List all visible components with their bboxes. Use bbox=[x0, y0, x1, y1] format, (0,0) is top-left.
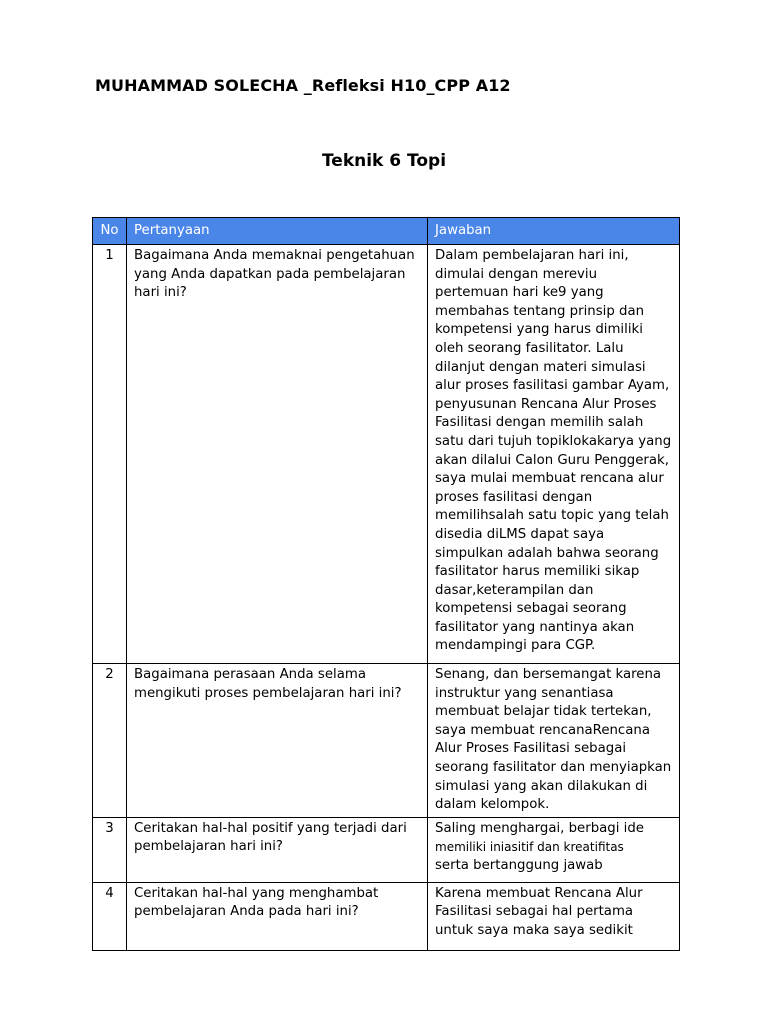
question-cell: Bagaimana Anda memaknai pengetahuan yang Anda dapatkan pada pembelajaran hari ini? bbox=[127, 245, 428, 664]
table-row bbox=[93, 245, 680, 664]
answer-line: memiliki iniasitif dan kreatifitas bbox=[435, 840, 624, 855]
column-header-no: No bbox=[93, 218, 127, 245]
table-header-row bbox=[93, 218, 680, 245]
column-header-answer: Jawaban bbox=[428, 218, 680, 245]
document-header: MUHAMMAD SOLECHA _Refleksi H10_CPP A12 bbox=[95, 76, 511, 95]
row-number: 2 bbox=[93, 664, 127, 818]
question-cell: Ceritakan hal-hal positif yang terjadi dari pembelajaran hari ini? bbox=[127, 817, 428, 882]
reflection-table bbox=[92, 217, 680, 951]
table-row bbox=[93, 882, 680, 950]
table-row bbox=[93, 664, 680, 818]
answer-cell: Dalam pembelajaran hari ini, dimulai dengan mereviu pertemuan hari ke9 yang membahas tentang prinsip dan kompetensi yang harus dimiliki oleh seorang fasilitator. Lalu dilanjut dengan materi simulasi alur proses fasilitasi gambar Ayam, penyusunan Rencana Alur Proses Fasilitasi dengan memilih salah satu dari tujuh topiklokakarya yang akan dilalui Calon Guru Penggerak, saya mulai membuat rencana alur proses fasilitasi dengan memilihsalah satu topic yang telah disedia diLMS dapat saya simpulkan adalah bahwa seorang fasilitator harus memiliki sikap dasar,keterampilan dan kompetensi sebagai seorang fasilitator yang nantinya akan mendampingi para CGP. bbox=[428, 245, 680, 664]
answer-cell bbox=[428, 817, 680, 882]
answer-line: serta bertanggung jawab bbox=[435, 857, 603, 873]
question-cell: Bagaimana perasaan Anda selama mengikuti proses pembelajaran hari ini? bbox=[127, 664, 428, 818]
answer-line: Saling menghargai, berbagi ide bbox=[435, 820, 644, 836]
table-row bbox=[93, 817, 680, 882]
question-cell: Ceritakan hal-hal yang menghambat pembelajaran Anda pada hari ini? bbox=[127, 882, 428, 950]
row-number: 4 bbox=[93, 882, 127, 950]
answer-cell: Karena membuat Rencana Alur Fasilitasi sebagai hal pertama untuk saya maka saya sedikit bbox=[428, 882, 680, 950]
row-number: 1 bbox=[93, 245, 127, 664]
column-header-question: Pertanyaan bbox=[127, 218, 428, 245]
row-number: 3 bbox=[93, 817, 127, 882]
page-title: Teknik 6 Topi bbox=[321, 151, 447, 171]
answer-cell: Senang, dan bersemangat karena instruktur yang senantiasa membuat belajar tidak tertekan, saya membuat rencanaRencana Alur Proses Fasilitasi sebagai seorang fasilitator dan menyiapkan simulasi yang akan dilakukan di dalam kelompok. bbox=[428, 664, 680, 818]
